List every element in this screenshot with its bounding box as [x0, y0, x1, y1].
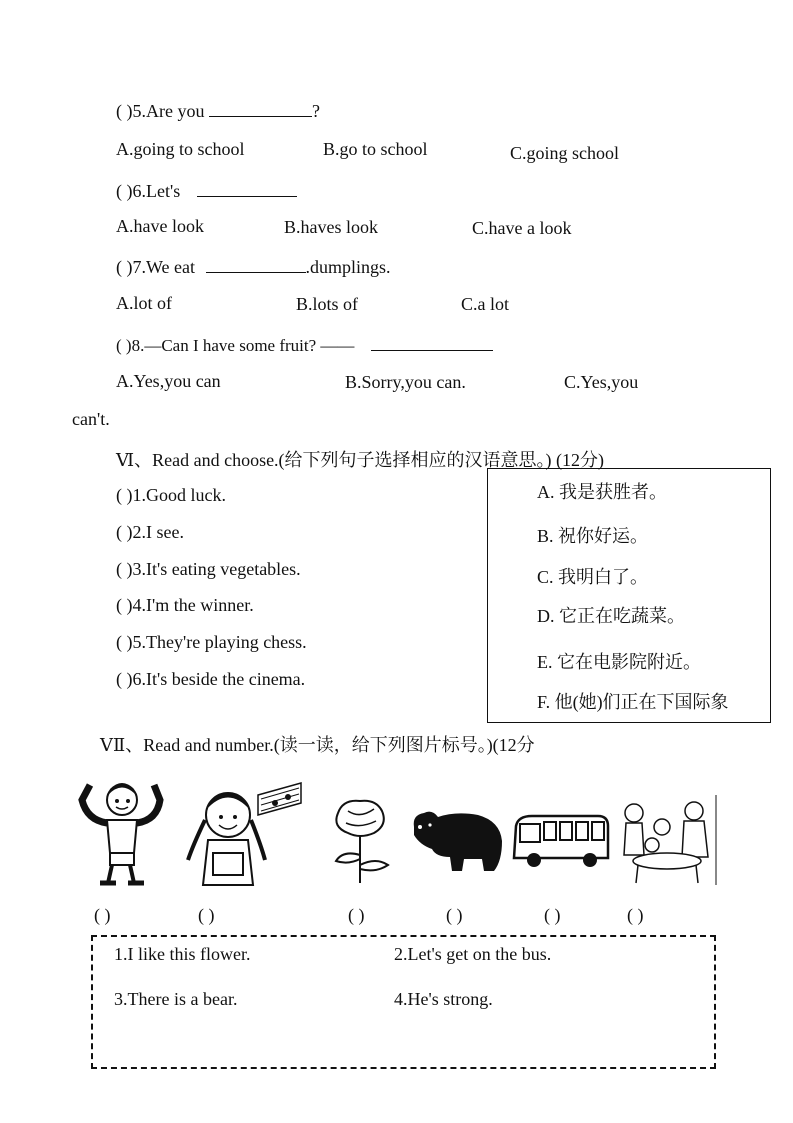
q5-option-a: A.going to school — [116, 139, 245, 159]
q8-blank[interactable] — [371, 334, 493, 351]
answer-paren-6[interactable]: ( ) — [627, 905, 644, 925]
options-box — [487, 468, 771, 723]
q5-option-c: C.going school — [510, 143, 620, 163]
q6-blank[interactable] — [197, 180, 297, 197]
q7-option-c: C.a lot — [461, 294, 509, 314]
section-7-title: ⅤⅡ、Read and number.(读一读，给下列图片标号。)(12分 — [100, 735, 535, 755]
q8-option-a: A.Yes,you can — [116, 371, 221, 391]
s6-option-a: A. 我是获胜者。 — [537, 482, 667, 502]
s6-option-c: C. 我明白了。 — [537, 567, 649, 587]
answer-paren-5[interactable]: ( ) — [544, 905, 561, 925]
s6-item-5: ( )5.They're playing chess. — [116, 632, 307, 652]
s6-item-1: ( )1.Good luck. — [116, 485, 226, 505]
q8-option-b: B.Sorry,you can. — [345, 372, 466, 392]
s6-item-4: ( )4.I'm the winner. — [116, 595, 254, 615]
sentence-3: 3.There is a bear. — [114, 989, 238, 1009]
q8-option-c: C.Yes,you — [564, 372, 639, 392]
q6-option-a: A.have look — [116, 216, 204, 236]
q5-stem: ( )5.Are you ? — [116, 101, 320, 121]
answer-paren-1[interactable]: ( ) — [94, 905, 111, 925]
s6-option-f: F. 他(她)们正在下国际象 — [537, 692, 729, 712]
girl-music-picture — [183, 775, 308, 890]
q6-option-c: C.have a look — [472, 218, 572, 238]
s6-option-b: B. 祝你好运。 — [537, 526, 649, 546]
q6-stem: ( )6.Let's — [116, 180, 297, 202]
bear-picture — [406, 805, 506, 875]
q5-blank[interactable] — [209, 100, 312, 117]
s6-option-d: D. 它正在吃蔬菜。 — [537, 606, 685, 626]
q7-option-a: A.lot of — [116, 293, 172, 313]
s6-item-6: ( )6.It's beside the cinema. — [116, 669, 306, 689]
q7-blank[interactable] — [206, 256, 306, 273]
bus-picture — [510, 812, 610, 872]
s6-item-3: ( )3.It's eating vegetables. — [116, 559, 301, 579]
answer-paren-3[interactable]: ( ) — [348, 905, 365, 925]
section-6-title: Ⅵ、Read and choose.(给下列句子选择相应的汉语意思。) (12分) — [116, 450, 605, 470]
answer-paren-2[interactable]: ( ) — [198, 905, 215, 925]
strong-boy-picture — [72, 775, 172, 890]
s6-item-2: ( )2.I see. — [116, 522, 184, 542]
sentence-2: 2.Let's get on the bus. — [394, 944, 552, 964]
q8-option-c-cont: can't. — [72, 409, 110, 429]
answer-paren-4[interactable]: ( ) — [446, 905, 463, 925]
sentence-1: 1.I like this flower. — [114, 944, 251, 964]
q6-option-b: B.haves look — [284, 217, 378, 237]
flower-picture — [328, 795, 393, 885]
q8-stem: ( )8.—Can I have some fruit? —— — [116, 334, 493, 356]
s6-option-e: E. 它在电影院附近。 — [537, 652, 701, 672]
q5-option-b: B.go to school — [323, 139, 428, 159]
sentence-4: 4.He's strong. — [394, 989, 493, 1009]
q7-option-b: B.lots of — [296, 294, 359, 314]
family-picture — [612, 795, 720, 885]
q7-stem: ( )7.We eat .dumplings. — [116, 257, 391, 277]
